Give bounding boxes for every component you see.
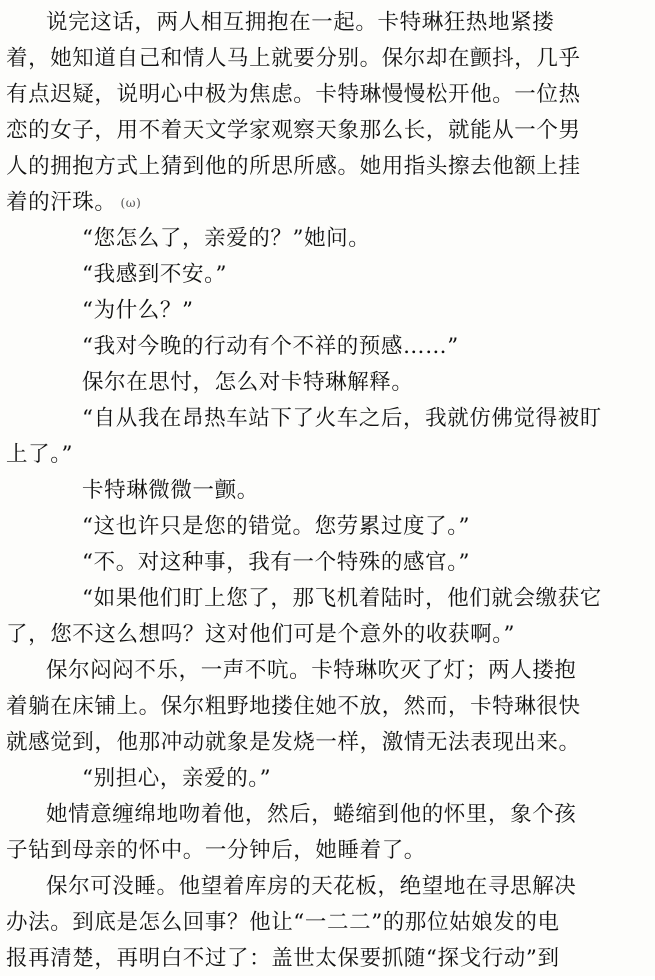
stray-mark: (ω) <box>120 196 142 210</box>
line-text: 报再清楚，再明白不过了：盖世太保要抓随“探戈行动”到 <box>6 946 560 971</box>
line-text: 了，您不这么想吗？这对他们可是个意外的收获啊。” <box>6 622 516 647</box>
line-text: 她情意缠绵地吻着他，然后，蜷缩到他的怀里，象个孩 <box>46 802 577 827</box>
line-text: 有点迟疑，说明心中极为焦虑。卡特琳慢慢松开他。一位热 <box>6 82 581 107</box>
line-text: “如果他们盯上您了，那飞机着陆时，他们就会缴获它 <box>82 586 602 611</box>
line-text: 着，她知道自己和情人马上就要分别。保尔却在颤抖，几乎 <box>6 46 581 71</box>
line-text: 保尔闷闷不乐，一声不吭。卡特琳吹灭了灯；两人搂抱 <box>46 658 577 683</box>
line-text: 说完这话，两人相互拥抱在一起。卡特琳狂热地紧搂 <box>46 10 555 35</box>
line-text: 上了。” <box>6 442 74 467</box>
line-text: 恋的女子，用不着天文学家观察天象那么长，就能从一个男 <box>6 118 581 143</box>
line-text: “这也许只是您的错觉。您劳累过度了。” <box>82 514 471 539</box>
line-text: 子钻到母亲的怀中。一分钟后，她睡着了。 <box>6 838 426 863</box>
line-text: 保尔可没睡。他望着库房的天花板，绝望地在寻思解决 <box>46 874 577 899</box>
line-text: “我对今晚的行动有个不祥的预感……” <box>82 334 459 359</box>
line-text: “自从我在昂热车站下了火车之后，我就仿佛觉得被盯 <box>82 406 602 431</box>
line-text: 人的拥抱方式上猜到他的所思所感。她用指头擦去他额上挂 <box>6 154 581 179</box>
text-line <box>6 398 602 440</box>
line-text: 就感觉到，他那冲动就象是发烧一样，激情无法表现出来。 <box>6 730 581 755</box>
line-text: 保尔在思忖，怎么对卡特琳解释。 <box>82 370 414 395</box>
line-text: “您怎么了，亲爱的？”她问。 <box>82 226 371 251</box>
line-text: 着躺在床铺上。保尔粗野地搂住她不放，然而，卡特琳很快 <box>6 694 581 719</box>
line-text: “为什么？” <box>82 298 194 323</box>
line-text: 办法。到底是怎么回事？他让“一二二”的那位姑娘发的电 <box>6 910 560 935</box>
line-text: 着的汗珠。 <box>6 190 117 215</box>
line-text: “不。对这种事，我有一个特殊的感官。” <box>82 550 471 575</box>
line-text: “我感到不安。” <box>82 262 228 287</box>
line-text: “别担心，亲爱的。” <box>82 766 272 791</box>
text-line <box>6 938 560 980</box>
line-text: 卡特琳微微一颤。 <box>82 478 259 503</box>
